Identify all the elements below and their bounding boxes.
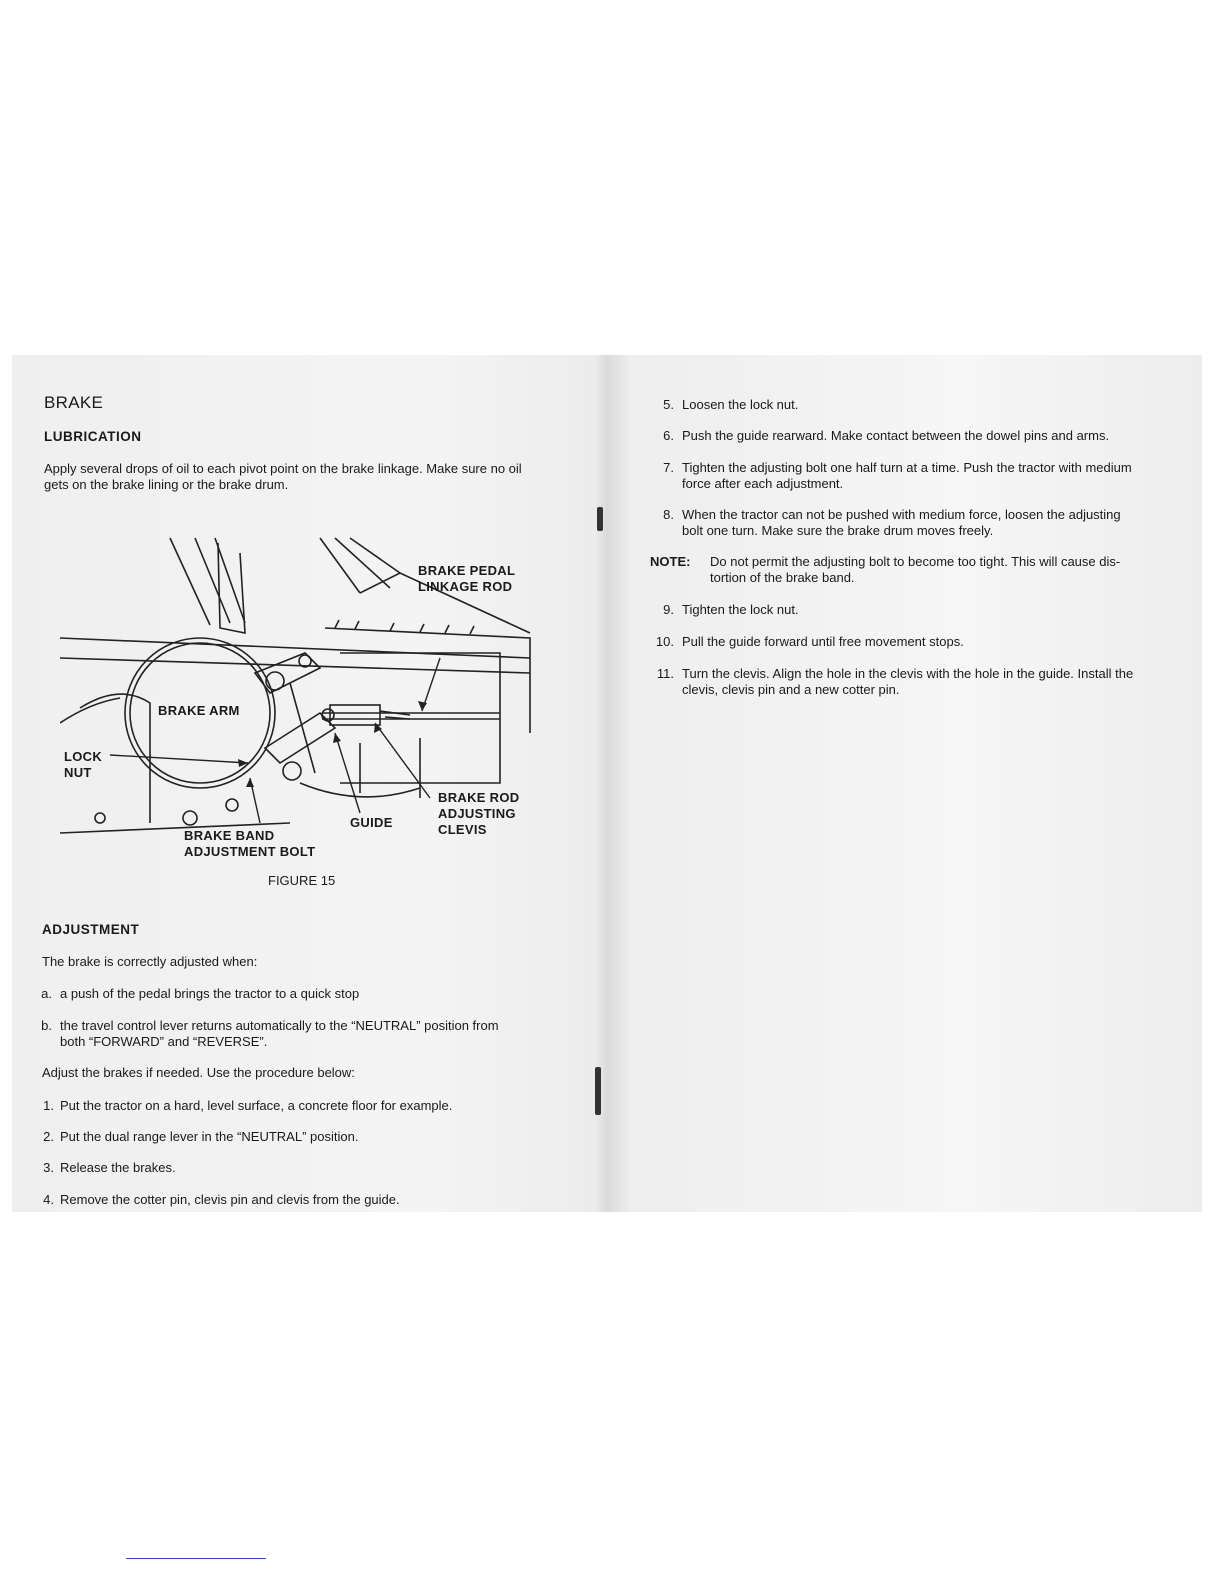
binding-staple <box>595 1067 601 1115</box>
lubrication-text-line2: gets on the brake lining or the brake drum. <box>44 477 289 492</box>
binding-staple <box>597 507 603 531</box>
label-brake-rod-3: CLEVIS <box>438 822 487 837</box>
note-label: NOTE: <box>650 554 691 569</box>
adjustment-heading: ADJUSTMENT <box>42 922 140 937</box>
note-text-line2: tortion of the brake band. <box>710 570 855 585</box>
label-brake-pedal-2: LINKAGE ROD <box>418 579 513 594</box>
label-lock-nut-1: LOCK <box>64 749 103 764</box>
right-page: 5. Loosen the lock nut. 6. Push the guide rearward. Make contact between the dowel pins and arms. 7. Tighten the adjusting bolt one half turn at a time. Push the tractor with medium force after each adjustment. 8. When the tractor can not be pushed with medium force, loosen the adjusting bolt one turn. Make sure the brake drum moves freely. NOTE: Do not permit the adjusting bolt to become too tight. This will cause dis- tortion of the brake band. 9. Tighten the lock nut. 10. Pull the guide forward until free movement stops. 11. Turn the clevis. Align the hole in the clevis with the hole in the guide. Install the clevis, clevis pin and a new cotter pin. <box>650 397 1134 697</box>
section-title: BRAKE <box>44 393 104 412</box>
label-brake-band-1: BRAKE BAND <box>184 828 275 843</box>
label-brake-rod-2: ADJUSTING <box>438 806 516 821</box>
adjustment-intro: The brake is correctly adjusted when: <box>42 954 258 969</box>
lubrication-heading: LUBRICATION <box>44 429 142 444</box>
procedure-intro: Adjust the brakes if needed. Use the procedure below: <box>42 1065 355 1080</box>
label-brake-arm: BRAKE ARM <box>158 703 240 718</box>
left-page: BRAKE LUBRICATION Apply several drops of oil to each pivot point on the brake linkage. Make sure no oil gets on the brake lining or the brake drum. BRAKE PEDAL LINKAGE ROD BRAKE ARM LOCK NUT BRAKE ROD ADJUSTING CLEVIS GUIDE BRAKE BAND ADJUSTMENT BOLT FIGURE 15 ADJUSTMENT The brake is correctly adjusted when: a. a push of the pedal brings the tractor to a quick stop b. the travel control lever returns automatically to the “NEUTRAL” position from both “FORWARD” and “REVERSE”. Adjust the brakes if needed. Use the procedure below: 1. Put the tractor on a hard, level surface, a concrete floor for example. 2. Put the dual range lever in the “NEUTRAL” position. 3. Release the brakes. 4. Remove the cotter pin, clevis pin and clevis from the guide. <box>12 355 602 1212</box>
manual-spread <box>12 355 1202 1212</box>
note-text-line1: Do not permit the adjusting bolt to become too tight. This will cause dis- <box>710 554 1121 569</box>
brake-linkage-figure <box>60 533 560 863</box>
footer-rule <box>126 1558 266 1559</box>
lubrication-text-line1: Apply several drops of oil to each pivot point on the brake linkage. Make sure no oil <box>44 461 522 476</box>
label-brake-band-2: ADJUSTMENT BOLT <box>184 844 316 859</box>
label-brake-rod-1: BRAKE ROD <box>438 790 520 805</box>
label-guide: GUIDE <box>350 815 393 830</box>
label-lock-nut-2: NUT <box>64 765 92 780</box>
label-brake-pedal-1: BRAKE PEDAL <box>418 563 516 578</box>
figure-caption: FIGURE 15 <box>268 873 336 888</box>
